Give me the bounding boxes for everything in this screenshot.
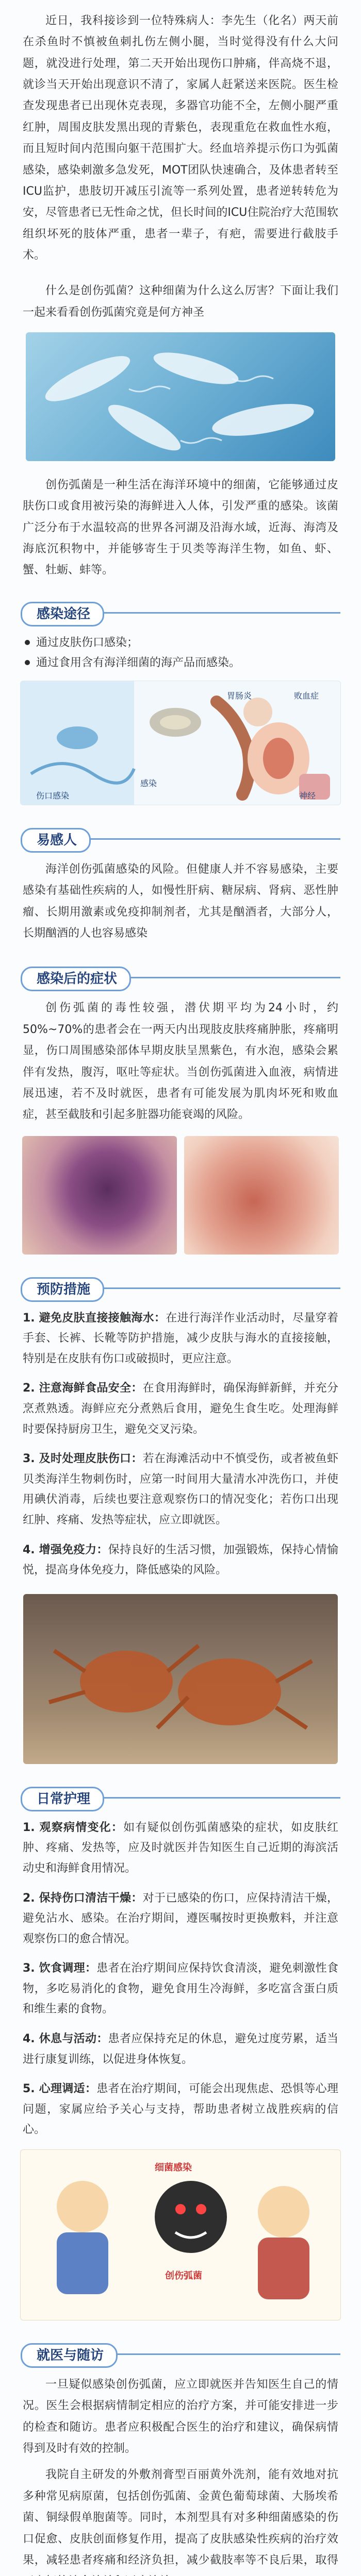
intro-question: 什么是创伤弧菌？这种细菌为什么这么厉害？下面让我们一起来看看创伤弧菌究竟是何方神圣 xyxy=(23,284,338,319)
section-treatment xyxy=(21,2336,340,2374)
routes-illustration xyxy=(20,681,341,805)
about-paragraph: 创伤弧菌是一种生活在海洋环境中的细菌，它能够通过皮肤伤口或食用被污染的海鲜进入人体，引发严重的感染。该菌广泛分布于水温较高的世界各河湖及沿海水域，近海、海湾及海底沉积物中，并能够寄生于贝类等海洋生物，如鱼、虾、蟹、牡蛎、蚌等。 xyxy=(23,479,338,577)
daily-care-item xyxy=(0,1958,361,2020)
seafood-image xyxy=(23,1594,338,1764)
prevention-item xyxy=(0,1308,361,1369)
figure-label: 败血症 xyxy=(294,691,319,701)
daily-care-item xyxy=(0,1888,361,1950)
item-lead: 2. 注意海鲜食品安全： xyxy=(23,1382,143,1395)
figure-label: 神经 xyxy=(299,791,316,801)
item-lead: 1. 避免皮肤直接接触海水： xyxy=(23,1311,166,1325)
prevention-list xyxy=(0,1308,361,1581)
section-symptoms xyxy=(21,959,340,997)
figure-label: 胃肠炎 xyxy=(227,691,252,701)
item-text: 在食用海鲜时，确保海鲜新鲜，并充分烹煮熟透。海鲜应充分煮熟后食用，避免生食生吃。处理海鲜时要保持厨房卫生，避免交叉污染。 xyxy=(23,1382,338,1436)
section-title-risk xyxy=(21,828,91,853)
section-daily-care xyxy=(21,1780,340,1818)
prevention-item xyxy=(0,1540,361,1581)
item-text: 若在海滩活动中不慎受伤，或者被鱼虾贝类海洋生物刺伤时，应第一时间用大量清水冲洗伤口，并使用碘伏消毒，后续也要注意观察伤口的情况变化；若伤口出现红肿、疼痛、发热等症状，应立即就医。 xyxy=(23,1452,338,1527)
daily-care-item xyxy=(0,2029,361,2070)
section-title-prevention xyxy=(21,1277,104,1302)
section-title-text: 日常护理 xyxy=(37,1791,91,1807)
section-title-text: 感染后的症状 xyxy=(37,971,118,987)
item-text: 患者在治疗期间应保持饮食清淡，避免刺激性食物，多吃易消化的食物，避免食用生冷海鲜，多吃富含蛋白质和维生素的食物。 xyxy=(23,1962,338,2016)
risk-paragraph: 海洋创伤弧菌感染的风险。但健康人并不容易感染，主要感染有基础性疾病的人，如慢性肝病、糖尿病、肾病、恶性肿瘤、长期用激素或免疫抑制剂者，尤其是酗酒者，大部分人，长期酗酒的人也容易感染 xyxy=(23,863,338,940)
section-prevention xyxy=(21,1270,340,1308)
item-text: 对于已感染的伤口，应保持清洁干燥，避免沾水、感染。在治疗期间，遵医嘱按时更换敷料，并注意观察伤口的愈合情况。 xyxy=(23,1891,338,1945)
item-lead: 2. 保持伤口清洁干燥： xyxy=(23,1891,143,1905)
treatment-paragraph: 一旦疑似感染创伤弧菌，应立即就医并告知医生自己的情况。医生会根据病情制定相应的治疗方案，并可能安排进一步的检查和随访。患者应积极配合医生的治疗和建议，确保病情得到及时有效的控制。 xyxy=(23,2378,338,2455)
section-risk xyxy=(21,821,340,859)
section-routes xyxy=(21,595,340,633)
symptoms-images xyxy=(0,1136,361,1255)
daily-care-item xyxy=(0,2079,361,2140)
item-lead: 4. 休息与活动： xyxy=(23,2032,108,2046)
figure-label: 创伤弧菌 xyxy=(165,2270,202,2282)
bacteria-image xyxy=(26,332,335,461)
item-text: 如有疑似创伤弧菌感染的症状，如皮肤红肿、疼痛、发热等，应及时就医并告知医生自己近期的海滨活动史和海鲜食用情况。 xyxy=(23,1821,338,1875)
routes-item: 通过食用含有海洋细菌的海产品而感染。 xyxy=(23,653,338,673)
symptoms-paragraph: 创伤弧菌的毒性较强，潜伏期平均为24小时，约50%~70%的患者会在一两天内出现肢皮肤疼痛肿胀，疼痛明显，伤口周围感染部体早期皮肤呈黑紫色，有水泡，感染会累伴有发热，腹泻，呕吐等症状。当创伤弧菌进入血液，病情进展迅速，若不及时就医，患者有可能发展为肌肉坏死和败血症，甚至截肢和引起多脏器功能衰竭的风险。 xyxy=(23,1002,338,1122)
figure-label: 感染 xyxy=(140,778,157,789)
prevention-item xyxy=(0,1378,361,1439)
figure-label: 细菌感染 xyxy=(155,2162,192,2174)
figure-label: 伤口感染 xyxy=(36,791,70,801)
item-text: 患者应保持充足的休息，避免过度劳累，适当进行康复训练，以促进身体恢复。 xyxy=(23,2032,338,2066)
item-text: 患者在治疗期间，可能会出现焦虑、恐惧等心理问题，家属应给予关心与支持，帮助患者树立战胜疾病的信心。 xyxy=(23,2082,338,2137)
infected-hand-image xyxy=(184,1136,339,1255)
infected-skin-image xyxy=(22,1136,177,1255)
section-title-text: 易感人 xyxy=(37,833,77,849)
routes-list xyxy=(0,633,361,673)
section-title-symptoms xyxy=(21,967,131,991)
item-lead: 4. 增强免疫力： xyxy=(23,1543,108,1556)
section-title-daily-care xyxy=(21,1787,104,1811)
routes-item: 通过皮肤伤口感染； xyxy=(23,633,338,653)
section-title-text: 预防措施 xyxy=(37,1281,91,1297)
section-title-routes xyxy=(21,602,104,626)
section-title-text: 感染途径 xyxy=(37,606,91,622)
item-lead: 3. 及时处理皮肤伤口： xyxy=(23,1452,143,1466)
section-title-treatment xyxy=(21,2343,118,2368)
item-lead: 1. 观察病情变化： xyxy=(23,1821,124,1834)
item-text: 保持良好的生活习惯，加强锻炼，保持心情愉悦，提高身体免疫力，降低感染的风险。 xyxy=(23,1543,338,1577)
item-lead: 3. 饮食调理： xyxy=(23,1962,97,1975)
treatment-paragraph: 我院自主研发的外敷剂膏型百丽黄外洗剂，能有效地对抗多种常见病原菌，包括创伤弧菌、金黄色葡萄球菌、大肠埃希菌、铜绿假单胞菌等。同时，本剂型具有对多种细菌感染的伤口促愈、皮肤创面修复作用，提高了皮肤感染性疾病的治疗效果，减轻患者疼痛和经济负担，减少截肢率等不良后果，取得 xyxy=(23,2468,338,2567)
intro-paragraph: 近日，我科接诊到一位特殊病人：李先生（化名）两天前在杀鱼时不慎被鱼刺扎伤左侧小腿，当时觉得没有什么大问题，就没进行处理，第二天开始出现伤口肿痛，伴高烧不退，就诊当天开始出现意识不清了，家属人赶紧送来医院。医生检查发现患者已出现休克表现，多器官功能不全，左侧小腿严重红肿，周围皮肤发黑出现的青紫色，表现重危在救血性水疱，而且短时间内范围向躯干范围扩大。经血培养提示伤口为弧菌感染，感染刺激多急发死，MOT团队快速确合，及体患者转至ICU监护，患肢切开减压引流等一系列处置，患者逆转转危为安，尽管患者已无性命之忧，但长时间的ICU住院治疗大范围软组织坏死的肢体严重，患者一辈子，有疤，需要进行截肢手术。 xyxy=(23,14,338,262)
prevention-item xyxy=(0,1449,361,1530)
section-title-text: 就医与随访 xyxy=(37,2348,104,2364)
daily-care-item xyxy=(0,1818,361,1879)
cartoon-illustration xyxy=(20,2149,341,2320)
item-text: 在进行海洋作业活动时，尽量穿着手套、长裤、长靴等防护措施，减少皮肤与海水的直接接触，特别是在皮肤有伤口或破损时，更应注意。 xyxy=(23,1311,338,1365)
daily-care-list xyxy=(0,1818,361,2140)
item-lead: 5. 心理调适： xyxy=(23,2082,97,2096)
